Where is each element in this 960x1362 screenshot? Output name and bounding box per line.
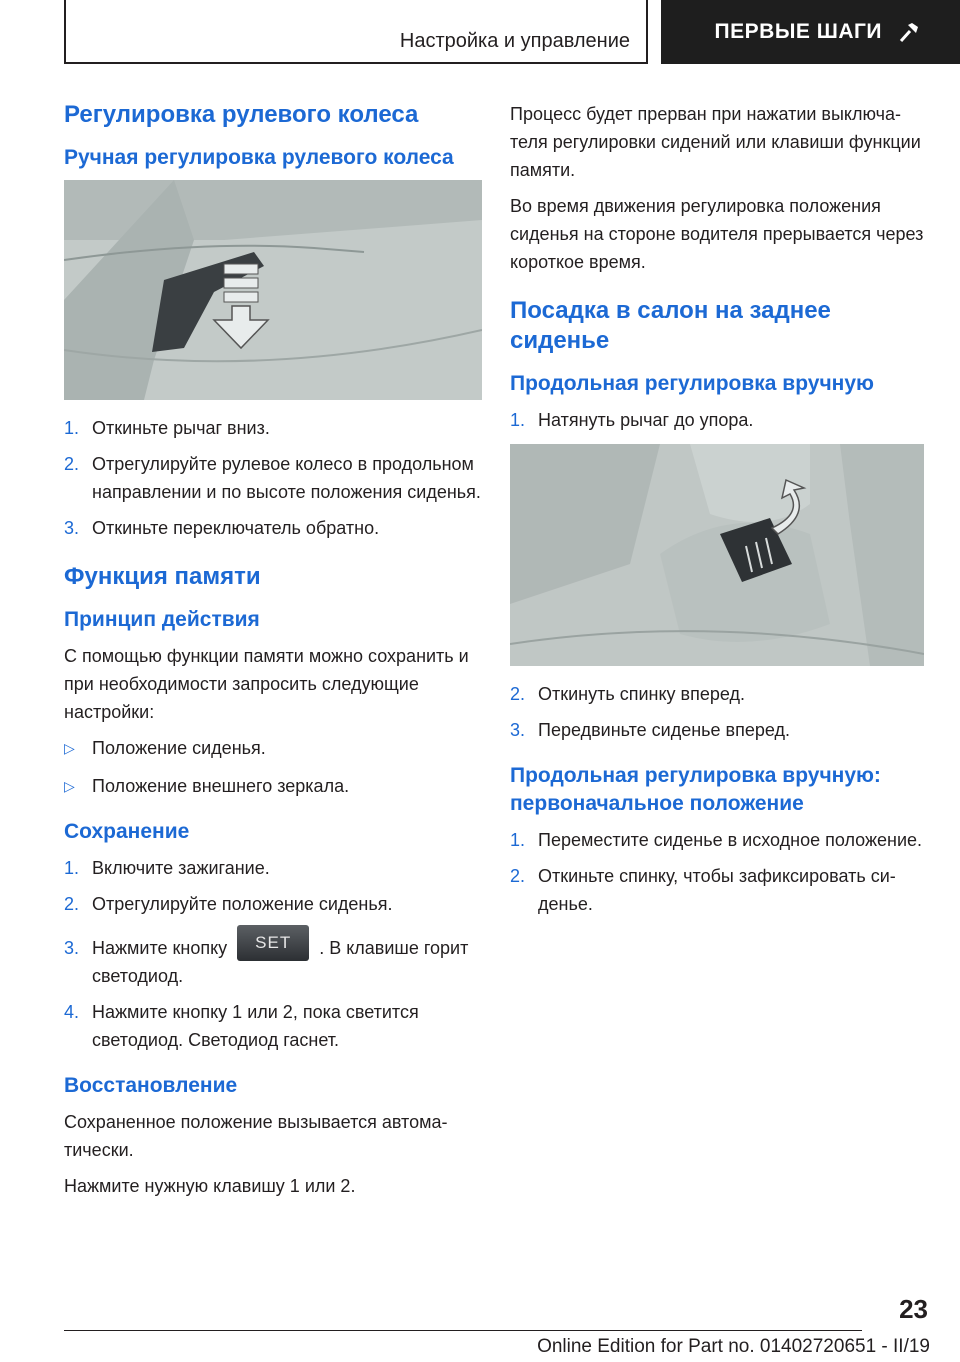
section-title: Настройка и управление: [399, 30, 630, 52]
edition-text: Online Edition for Part no. 01402720651 - II/19: [537, 1336, 930, 1357]
list-item: ▷ Положение сиденья.: [64, 734, 482, 762]
list-item: 1. Переместите сиденье в исходное положение.: [510, 830, 923, 850]
list-item: 2. Откинуть спинку вперед.: [510, 684, 746, 704]
principle-bullets: [64, 734, 482, 800]
driving-text: Во время движения регулировка положения сиденья на стороне водителя прерывается через короткое время.: [510, 196, 924, 272]
steering-title: Регулировка рулевого колеса: [64, 101, 419, 128]
interrupt-text: Процесс будет прерван при нажатии выключателя регулировки сидений или клавиши функции памяти.: [510, 104, 921, 180]
longitudinal-heading: Продольная регулировка вручную: [510, 372, 874, 395]
list-item: 3. Откиньте переключатель обратно.: [64, 518, 380, 538]
header-box: [64, 0, 648, 64]
manual-steps: [64, 414, 482, 542]
restore-text-2: Нажмите нужную клавишу 1 или 2.: [64, 1176, 356, 1196]
longitudinal-steps-b: [510, 680, 930, 744]
list-item: 3. Передвиньте сиденье вперед.: [510, 720, 791, 740]
save-heading: Сохранение: [64, 820, 190, 843]
list-item: 2. Откиньте спинку, чтобы зафиксировать сиденье.: [510, 866, 896, 914]
manual-heading: Ручная регулировка рулевого колеса: [64, 146, 454, 169]
list-item: ▷ Положение внешнего зеркала.: [64, 772, 482, 800]
right-column: [510, 100, 930, 930]
triangle-bullet-icon: ▷: [64, 778, 75, 794]
longitudinal-steps-a: [510, 406, 930, 434]
list-item: 2. Отрегулируйте рулевое колесо в продольном направлении и по высоте положения сиденья.: [64, 454, 481, 502]
list-item: 1. Включите зажигание.: [64, 858, 270, 878]
triangle-bullet-icon: ▷: [64, 740, 75, 756]
flag-icon: [898, 21, 920, 43]
restore-text-1: Сохраненное положение вызывается автоматически.: [64, 1112, 448, 1160]
list-item: 1. Натянуть рычаг до упора.: [510, 410, 754, 430]
list-item: 3. Нажмите кнопку SET . В клавише горит светодиод.: [64, 934, 482, 990]
rear-entry-title: Посадка в салон на заднее сиденье: [510, 297, 831, 354]
initial-position-steps: [510, 826, 930, 918]
page-number: 23: [899, 1294, 928, 1324]
memory-title: Функция памяти: [64, 563, 261, 590]
chapter-title: ПЕРВЫЕ ШАГИ: [714, 20, 882, 43]
footer-divider: [64, 1330, 862, 1331]
left-column: [64, 100, 482, 1208]
principle-text: С помощью функции памяти можно сохранить и при необходимости запросить следующие настройки:: [64, 646, 469, 722]
principle-heading: Принцип действия: [64, 608, 260, 631]
list-item: 2. Отрегулируйте положение сиденья.: [64, 894, 393, 914]
restore-heading: Восстановление: [64, 1074, 238, 1097]
initial-position-heading: Продольная регулировка вручную: первоначальное положение: [510, 764, 881, 815]
list-item: 1. Откиньте рычаг вниз.: [64, 418, 270, 438]
chapter-tab[interactable]: [661, 0, 960, 64]
save-steps: [64, 854, 482, 1054]
seat-lever-figure: [510, 444, 924, 666]
set-button[interactable]: SET: [237, 925, 309, 961]
steering-lever-figure: [64, 180, 482, 400]
list-item: 4. Нажмите кнопку 1 или 2, пока светится светодиод. Светодиод гаснет.: [64, 1002, 419, 1050]
